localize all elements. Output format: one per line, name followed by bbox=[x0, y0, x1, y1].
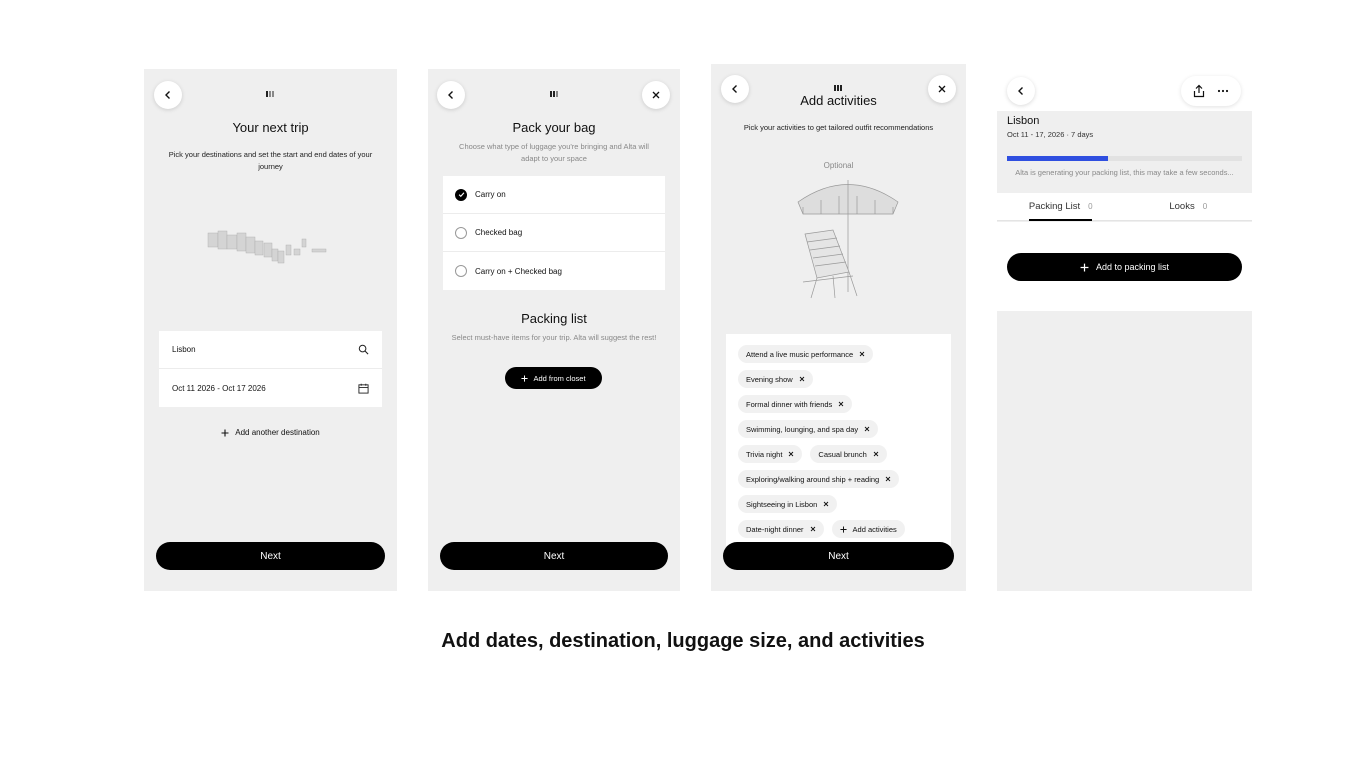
option-label: Carry on + Checked bag bbox=[475, 266, 562, 276]
page-subtitle: Choose what type of luggage you're bringing and Alta will adapt to your space bbox=[459, 142, 649, 163]
tab-packing-list[interactable] bbox=[997, 193, 1125, 220]
trip-city: Lisbon bbox=[1007, 115, 1040, 127]
back-button[interactable] bbox=[1007, 77, 1035, 105]
dates-value: Oct 11 2026 - Oct 17 2026 bbox=[172, 383, 266, 393]
packing-subtitle: Select must-have items for your trip. Alta will suggest the rest! bbox=[451, 333, 657, 342]
add-destination-button[interactable] bbox=[144, 428, 397, 437]
chevron-left-icon bbox=[1016, 86, 1026, 96]
radio-selected[interactable] bbox=[455, 189, 467, 201]
close-icon[interactable] bbox=[859, 351, 865, 357]
destination-form bbox=[159, 331, 382, 407]
tab-looks[interactable] bbox=[1125, 193, 1253, 220]
share-icon[interactable] bbox=[1192, 84, 1206, 98]
back-button[interactable] bbox=[437, 81, 465, 109]
activity-chip[interactable] bbox=[738, 520, 824, 538]
activity-chip[interactable] bbox=[738, 370, 813, 388]
option-label: Checked bag bbox=[475, 228, 523, 237]
tab-count: 0 bbox=[1088, 202, 1093, 211]
generating-status: Alta is generating your packing list, this may take a few seconds... bbox=[1015, 168, 1234, 177]
page-title: Add activities bbox=[800, 93, 877, 108]
chip-label: Evening show bbox=[746, 374, 793, 384]
luggage-options bbox=[443, 176, 665, 290]
plus-icon bbox=[521, 375, 528, 382]
close-icon[interactable] bbox=[864, 426, 870, 432]
page-subtitle: Pick your activities to get tailored outfit recommendations bbox=[743, 123, 934, 132]
destination-value: Lisbon bbox=[172, 345, 196, 354]
activity-chip[interactable] bbox=[738, 345, 873, 363]
back-button[interactable] bbox=[154, 81, 182, 109]
search-icon bbox=[358, 344, 369, 355]
close-icon[interactable] bbox=[838, 401, 844, 407]
slide-caption: Add dates, destination, luggage size, and activities bbox=[441, 630, 925, 652]
activity-chip[interactable] bbox=[738, 395, 852, 413]
page-title: Your next trip bbox=[232, 120, 309, 135]
close-icon bbox=[651, 90, 661, 100]
chip-label: Add activities bbox=[852, 524, 897, 534]
option-carry-on-checked[interactable] bbox=[443, 252, 665, 290]
close-icon[interactable] bbox=[810, 526, 816, 532]
destination-field[interactable] bbox=[159, 331, 382, 369]
chip-label: Trivia night bbox=[746, 449, 783, 459]
trip-screen bbox=[144, 69, 397, 591]
progress-bar bbox=[1007, 156, 1242, 161]
chip-label: Sightseeing in Lisbon bbox=[746, 499, 818, 509]
step-indicator bbox=[834, 85, 842, 91]
plus-icon bbox=[221, 429, 229, 437]
trip-dates: Oct 11 - 17, 2026 · 7 days bbox=[1007, 130, 1094, 139]
option-checked-bag[interactable] bbox=[443, 214, 665, 252]
option-label: Carry on bbox=[475, 190, 506, 199]
tab-count: 0 bbox=[1202, 202, 1208, 211]
plus-icon bbox=[1080, 263, 1089, 272]
close-icon[interactable] bbox=[885, 476, 891, 482]
close-button[interactable] bbox=[642, 81, 670, 109]
map-illustration bbox=[202, 227, 332, 269]
option-carry-on[interactable] bbox=[443, 176, 665, 214]
more-icon[interactable] bbox=[1216, 84, 1230, 98]
activity-chip[interactable] bbox=[810, 445, 886, 463]
add-from-closet-button[interactable] bbox=[505, 367, 602, 389]
page-title: Pack your bag bbox=[512, 120, 596, 135]
calendar-icon bbox=[358, 383, 369, 394]
chevron-left-icon bbox=[446, 90, 456, 100]
beach-chair-illustration bbox=[793, 172, 903, 304]
chip-label: Date-night dinner bbox=[746, 524, 804, 534]
activity-chip[interactable] bbox=[738, 470, 899, 488]
tab-bar bbox=[997, 193, 1252, 221]
packing-title: Packing list bbox=[521, 311, 587, 326]
add-destination-label: Add another destination bbox=[235, 428, 320, 437]
chip-label: Exploring/walking around ship + reading bbox=[746, 474, 880, 484]
luggage-screen bbox=[428, 69, 680, 591]
page-subtitle: Pick your destinations and set the start and end dates of your journey bbox=[168, 150, 373, 171]
activity-chip[interactable] bbox=[738, 495, 837, 513]
tab-label: Looks bbox=[1169, 201, 1195, 212]
radio-unselected[interactable] bbox=[455, 265, 467, 277]
close-icon[interactable] bbox=[873, 451, 879, 457]
dates-field[interactable] bbox=[159, 369, 382, 407]
chip-label: Formal dinner with friends bbox=[746, 399, 833, 409]
check-icon bbox=[458, 191, 465, 198]
step-indicator bbox=[550, 91, 558, 97]
close-icon[interactable] bbox=[799, 376, 805, 382]
actions-group bbox=[1181, 76, 1241, 106]
next-button[interactable]: Next bbox=[723, 542, 954, 570]
next-button[interactable]: Next bbox=[156, 542, 385, 570]
add-from-closet-label: Add from closet bbox=[533, 373, 586, 383]
radio-unselected[interactable] bbox=[455, 227, 467, 239]
plus-icon bbox=[840, 526, 847, 533]
chevron-left-icon bbox=[163, 90, 173, 100]
close-icon[interactable] bbox=[823, 501, 829, 507]
optional-label: Optional bbox=[823, 161, 854, 170]
chip-label: Attend a live music performance bbox=[746, 349, 854, 359]
activity-chip[interactable] bbox=[738, 445, 802, 463]
activities-list bbox=[726, 334, 951, 554]
chip-label: Swimming, lounging, and spa day bbox=[746, 424, 859, 434]
tab-label: Packing List bbox=[1028, 201, 1081, 212]
chip-label: Casual brunch bbox=[818, 449, 867, 459]
add-to-packing-list-label: Add to packing list bbox=[1095, 262, 1170, 272]
step-indicator bbox=[266, 91, 274, 97]
activity-chip[interactable] bbox=[738, 420, 878, 438]
add-activities-chip[interactable] bbox=[832, 520, 905, 538]
progress-fill bbox=[1007, 156, 1108, 161]
add-to-packing-list-button[interactable] bbox=[1007, 253, 1242, 281]
activities-screen bbox=[711, 64, 966, 591]
packing-list-screen bbox=[997, 69, 1252, 591]
next-button[interactable]: Next bbox=[440, 542, 668, 570]
close-icon[interactable] bbox=[788, 451, 794, 457]
